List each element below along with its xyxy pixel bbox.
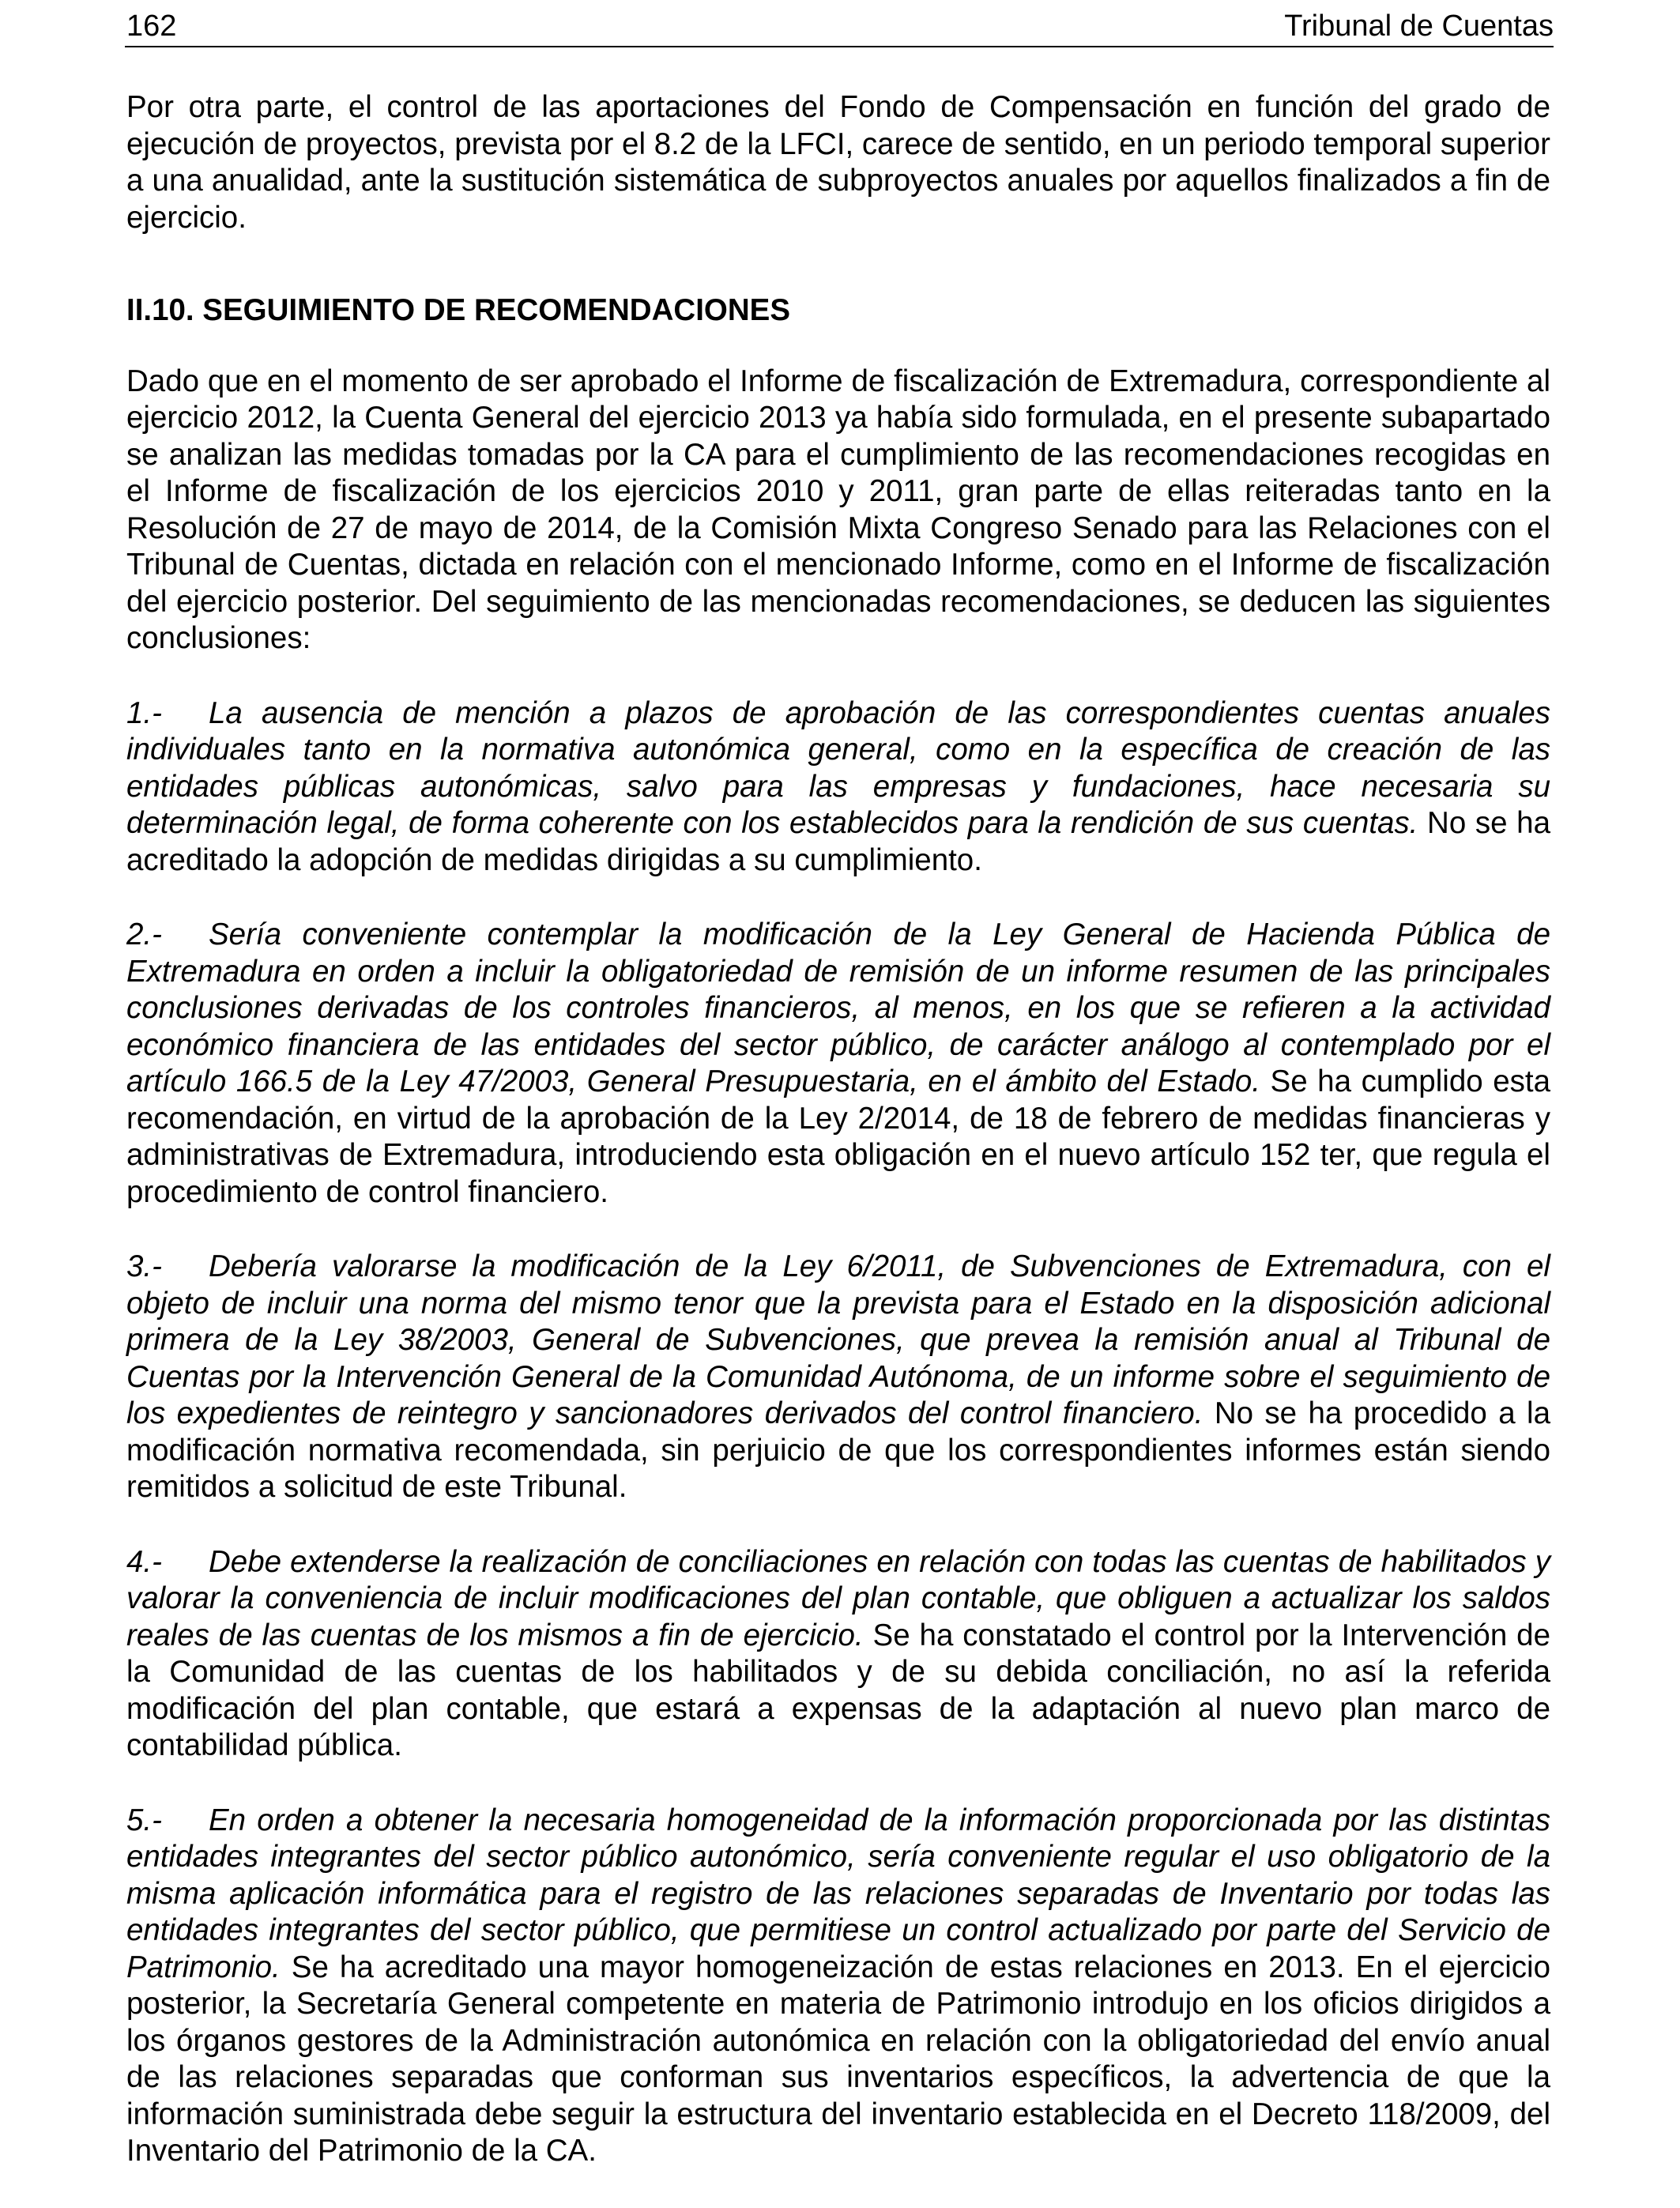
recommendation-text: La ausencia de mención a plazos de aprobación de las correspondientes cuentas anuales individuales tanto en la normativa autonómica general, como en la específica de creación de las entidades públicas autonómicas, salvo para las empresas y fundaciones, hace necesaria su determinación legal, de forma coherente con los establecidos para la rendición de sus cuentas.	[126, 695, 1550, 840]
recommendation-item-4	[126, 1544, 1550, 1765]
recommendation-text: Debería valorarse la modificación de la Ley 6/2011, de Subvenciones de Extremadura, con el objeto de incluir una norma del mismo tenor que la prevista para el Estado en la disposición adicional primera de la Ley 38/2003, General de Subvenciones, que prevea la remisión anual al Tribunal de Cuentas por la Intervención General de la Comunidad Autónoma, de un informe sobre el seguimiento de los expedientes de reintegro y sancionadores derivados del control financiero.	[126, 1249, 1550, 1430]
section-heading: II.10. SEGUIMIENTO DE RECOMENDACIONES	[126, 293, 791, 327]
recommendation-number: 2.-	[126, 917, 162, 951]
recommendation-item-3	[126, 1249, 1550, 1506]
intro-paragraph: Por otra parte, el control de las aportaciones del Fondo de Compensación en función del grado de ejecución de proyectos, prevista por el 8.2 de la LFCI, carece de sentido, en un periodo temporal superior a una anualidad, ante la sustitución sistemática de subproyectos anuales por aquellos finalizados a fin de ejercicio.	[126, 90, 1550, 235]
recommendation-follow-up: No se ha acreditado la adopción de medidas dirigidas a su cumplimiento.	[126, 806, 1550, 877]
document-body	[126, 89, 1550, 2208]
recommendation-item-1	[126, 695, 1550, 880]
recommendation-follow-up: No se ha procedido a la modificación normativa recomendada, sin perjuicio de que los correspondientes informes están siendo remitidos a solicitud de este Tribunal.	[126, 1396, 1550, 1504]
recommendation-follow-up: Se ha constatado el control por la Intervención de la Comunidad de las cuentas de los habilitados y de su debida conciliación, no así la referida modificación del plan contable, que estará a expensas de la adaptación al nuevo plan marco de contabilidad pública.	[126, 1618, 1550, 1762]
recommendation-number: 5.-	[126, 1803, 162, 1837]
recommendation-item-5	[126, 1803, 1550, 2170]
recommendation-text: Sería conveniente contemplar la modificación de la Ley General de Hacienda Pública de Extremadura en orden a incluir la obligatoriedad de remisión de un informe resumen de las principales conclusiones derivadas de los controles financieros, al menos, en los que se refieren a la actividad económico financiera de las entidades del sector público, de carácter análogo al contemplado por el artículo 166.5 de la Ley 47/2003, General Presupuestaria, en el ámbito del Estado.	[126, 917, 1550, 1098]
page-header	[125, 8, 1554, 47]
recommendation-follow-up: Se ha cumplido esta recomendación, en virtud de la aprobación de la Ley 2/2014, de 18 de febrero de medidas financieras y administrativas de Extremadura, introduciendo esta obligación en el nuevo artículo 152 ter, que regula el procedimiento de control financiero.	[126, 1064, 1550, 1209]
running-title: Tribunal de Cuentas	[1284, 9, 1554, 43]
section-lead-paragraph: Dado que en el momento de ser aprobado el Informe de fiscalización de Extremadura, correspondiente al ejercicio 2012, la Cuenta General del ejercicio 2013 ya había sido formulada, en el presente subapartado se analizan las medidas tomadas por la CA para el cumplimiento de las recomendaciones recogidas en el Informe de fiscalización de los ejercicios 2010 y 2011, gran parte de ellas reiteradas tanto en la Resolución de 27 de mayo de 2014, de la Comisión Mixta Congreso Senado para las Relaciones con el Tribunal de Cuentas, dictada en relación con el mencionado Informe, como en el Informe de fiscalización del ejercicio posterior. Del seguimiento de las mencionadas recomendaciones, se deducen las siguientes conclusiones:	[126, 364, 1550, 655]
recommendation-number: 4.-	[126, 1544, 162, 1579]
recommendation-number: 3.-	[126, 1249, 162, 1283]
recommendation-number: 1.-	[126, 695, 162, 730]
recommendation-item-2	[126, 917, 1550, 1211]
recommendation-follow-up: Se ha acreditado una mayor homogeneización de estas relaciones en 2013. En el ejercicio posterior, la Secretaría General competente en materia de Patrimonio introdujo en los oficios dirigidos a los órganos gestores de la Administración autonómica en relación con la obligatoriedad del envío anual de las relaciones separadas que conforman sus inventarios específicos, la advertencia de que la información suministrada debe seguir la estructura del inventario establecida en el Decreto 118/2009, del Inventario del Patrimonio de la CA.	[126, 1950, 1550, 2168]
recommendation-text: En orden a obtener la necesaria homogeneidad de la información proporcionada por las distintas entidades integrantes del sector público autonómico, sería conveniente regular el uso obligatorio de la misma aplicación informática para el registro de las relaciones separadas de Inventario por todas las entidades integrantes del sector público, que permitiese un control actualizado por parte del Servicio de Patrimonio.	[126, 1803, 1550, 1984]
recommendation-text: Debe extenderse la realización de conciliaciones en relación con todas las cuentas de habilitados y valorar la conveniencia de incluir modificaciones del plan contable, que obliguen a actualizar los saldos reales de las cuentas de los mismos a fin de ejercicio.	[126, 1544, 1550, 1652]
page-number: 162	[126, 9, 177, 43]
